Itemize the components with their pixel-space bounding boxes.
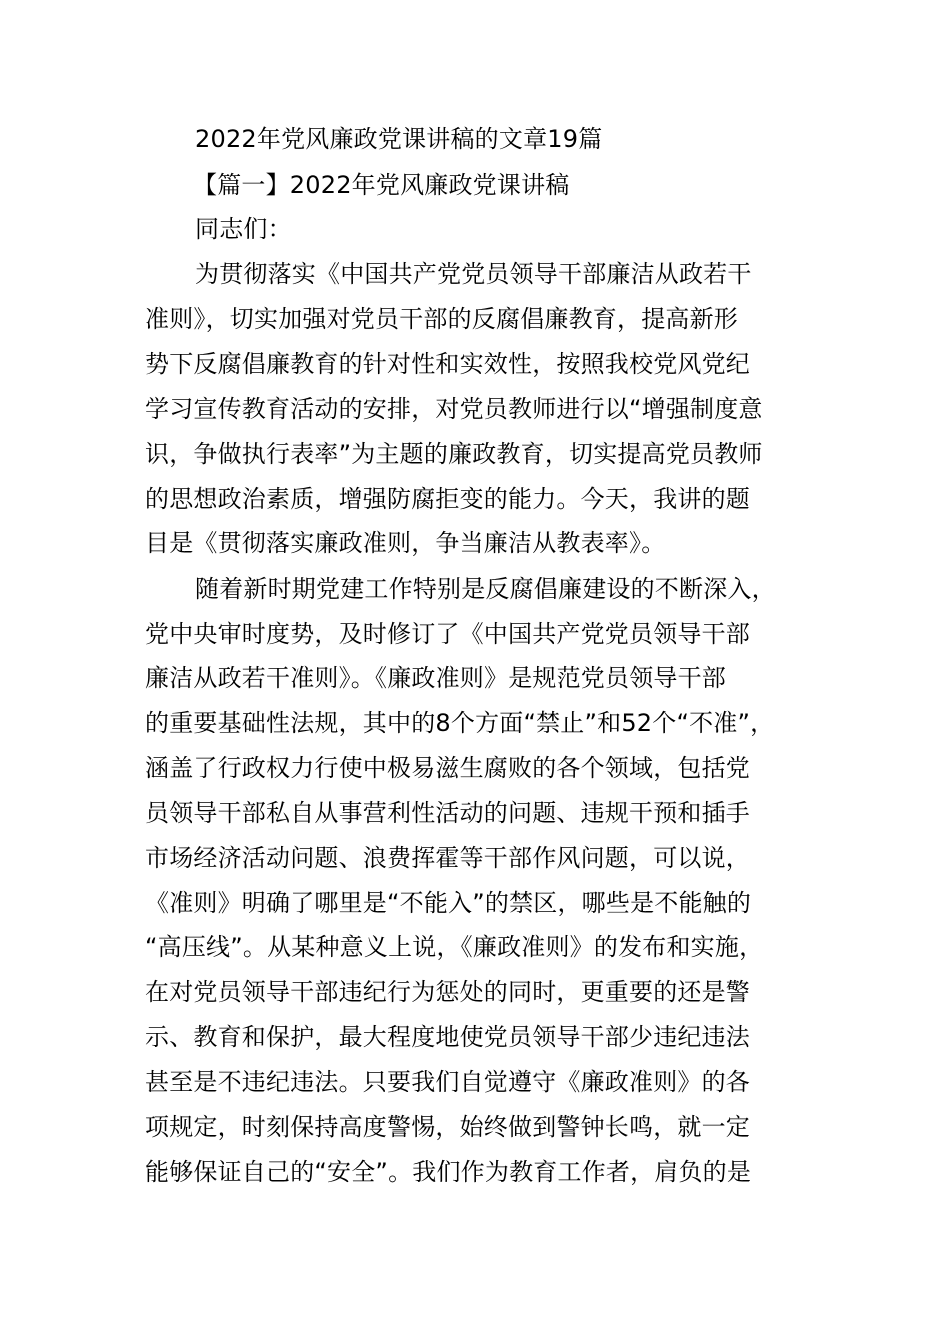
- paragraph-line: 项规定，时刻保持高度警惕，始终做到警钟长鸣，就一定: [145, 1113, 750, 1141]
- paragraph-line: 党中央审时度势，及时修订了《中国共产党党员领导干部: [145, 620, 750, 648]
- paragraph-line: 能够保证自己的“安全”。我们作为教育工作者，肩负的是: [145, 1158, 752, 1186]
- paragraph-line: 员领导干部私自从事营利性活动的问题、违规干预和插手: [145, 799, 750, 827]
- paragraph-line: 识，争做执行表率”为主题的廉政教育，切实提高党员教师: [145, 440, 763, 468]
- paragraph-line: 廉洁从政若干准则》。《廉政准则》是规范党员领导干部: [145, 664, 726, 692]
- section-heading: 【篇一】2022年党风廉政党课讲稿: [193, 171, 570, 199]
- paragraph-line: 甚至是不违纪违法。只要我们自觉遵守《廉政准则》的各: [145, 1068, 750, 1096]
- paragraph-line: 的重要基础性法规，其中的8个方面“禁止”和52个“不准”，: [145, 709, 775, 737]
- paragraph-line: 学习宣传教育活动的安排，对党员教师进行以“增强制度意: [145, 395, 763, 423]
- paragraph-line: 示、教育和保护，最大程度地使党员领导干部少违纪违法: [145, 1023, 750, 1051]
- document-title: 2022年党风廉政党课讲稿的文章19篇: [195, 125, 603, 153]
- paragraph-line: 势下反腐倡廉教育的针对性和实效性，按照我校党风党纪: [145, 350, 750, 378]
- paragraph-line: 的思想政治素质，增强防腐拒变的能力。今天，我讲的题: [145, 485, 750, 513]
- paragraph-line: 目是《贯彻落实廉政准则，争当廉洁从教表率》。: [145, 529, 666, 557]
- paragraph-line: 准则》，切实加强对党员干部的反腐倡廉教育，提高新形: [145, 305, 738, 333]
- paragraph-line: 为贯彻落实《中国共产党党员领导干部廉洁从政若干: [195, 260, 752, 288]
- paragraph-line: 涵盖了行政权力行使中极易滋生腐败的各个领域，包括党: [145, 754, 750, 782]
- paragraph-line: 在对党员领导干部违纪行为惩处的同时，更重要的还是警: [145, 978, 750, 1006]
- paragraph-line: 市场经济活动问题、浪费挥霍等干部作风问题，可以说，: [145, 844, 750, 872]
- salutation: 同志们：: [195, 215, 292, 243]
- paragraph-line: “高压线”。从某种意义上说，《廉政准则》的发布和实施，: [145, 933, 764, 961]
- paragraph-line: 《准则》明确了哪里是“不能入”的禁区，哪些是不能触的: [145, 889, 752, 917]
- paragraph-line: 随着新时期党建工作特别是反腐倡廉建设的不断深入，: [195, 575, 776, 603]
